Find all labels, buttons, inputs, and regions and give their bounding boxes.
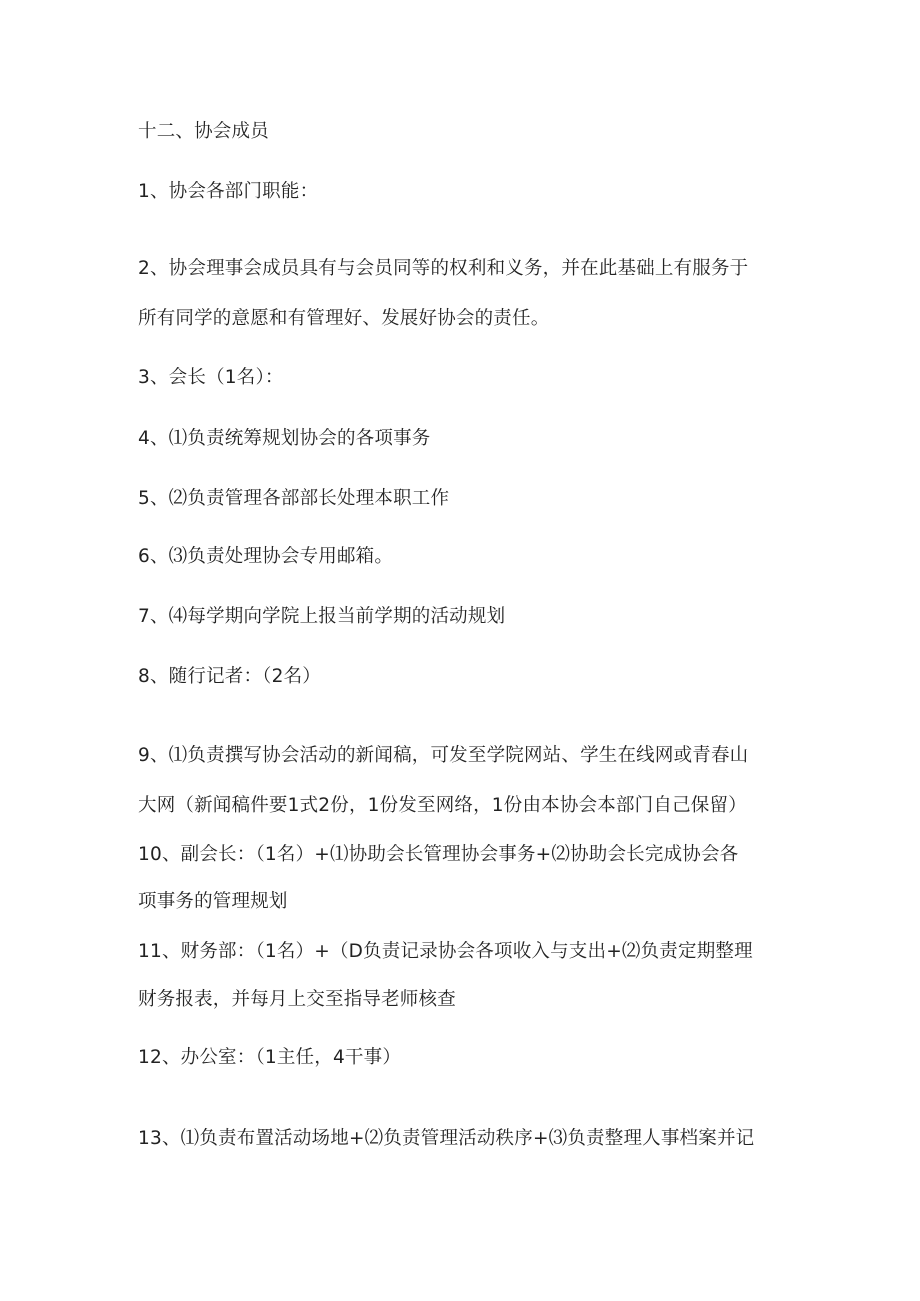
- paragraph-9-line-1: 9、⑴负责撰写协会活动的新闻稿，可发至学院网站、学生在线网或青春山: [138, 745, 749, 766]
- paragraph-11-line-1: 11、财务部：（1名）+（D负责记录协会各项收入与支出+⑵负责定期整理: [138, 941, 753, 962]
- paragraph-9-line-2: 大网（新闻稿件要1式2份，1份发至网络，1份由本协会本部门自己保留）: [138, 795, 747, 816]
- section-heading: 十二、协会成员: [138, 121, 269, 142]
- paragraph-8-line-1: 8、随行记者：（2名）: [138, 666, 321, 687]
- paragraph-13-line-1: 13、⑴负责布置活动场地+⑵负责管理活动秩序+⑶负责整理人事档案并记: [138, 1128, 755, 1149]
- paragraph-11-line-2: 财务报表，并每月上交至指导老师核查: [138, 989, 456, 1010]
- paragraph-5-line-1: 5、⑵负责管理各部部长处理本职工作: [138, 488, 450, 509]
- paragraph-3-line-1: 3、会长（1名）：: [138, 367, 284, 388]
- paragraph-10-line-2: 项事务的管理规划: [138, 891, 288, 912]
- paragraph-1-line-1: 1、协会各部门职能：: [138, 181, 319, 202]
- paragraph-6-line-1: 6、⑶负责处理协会专用邮箱。: [138, 546, 394, 567]
- paragraph-2-line-1: 2、协会理事会成员具有与会员同等的权利和义务，并在此基础上有服务于: [138, 258, 749, 279]
- paragraph-10-line-1: 10、副会长：（1名）+⑴协助会长管理协会事务+⑵协助会长完成协会各: [138, 844, 739, 865]
- paragraph-7-line-1: 7、⑷每学期向学院上报当前学期的活动规划: [138, 606, 506, 627]
- paragraph-4-line-1: 4、⑴负责统筹规划协会的各项事务: [138, 428, 431, 449]
- paragraph-12-line-1: 12、办公室：（1主任，4干事）: [138, 1047, 402, 1068]
- paragraph-2-line-2: 所有同学的意愿和有管理好、发展好协会的责任。: [138, 308, 550, 329]
